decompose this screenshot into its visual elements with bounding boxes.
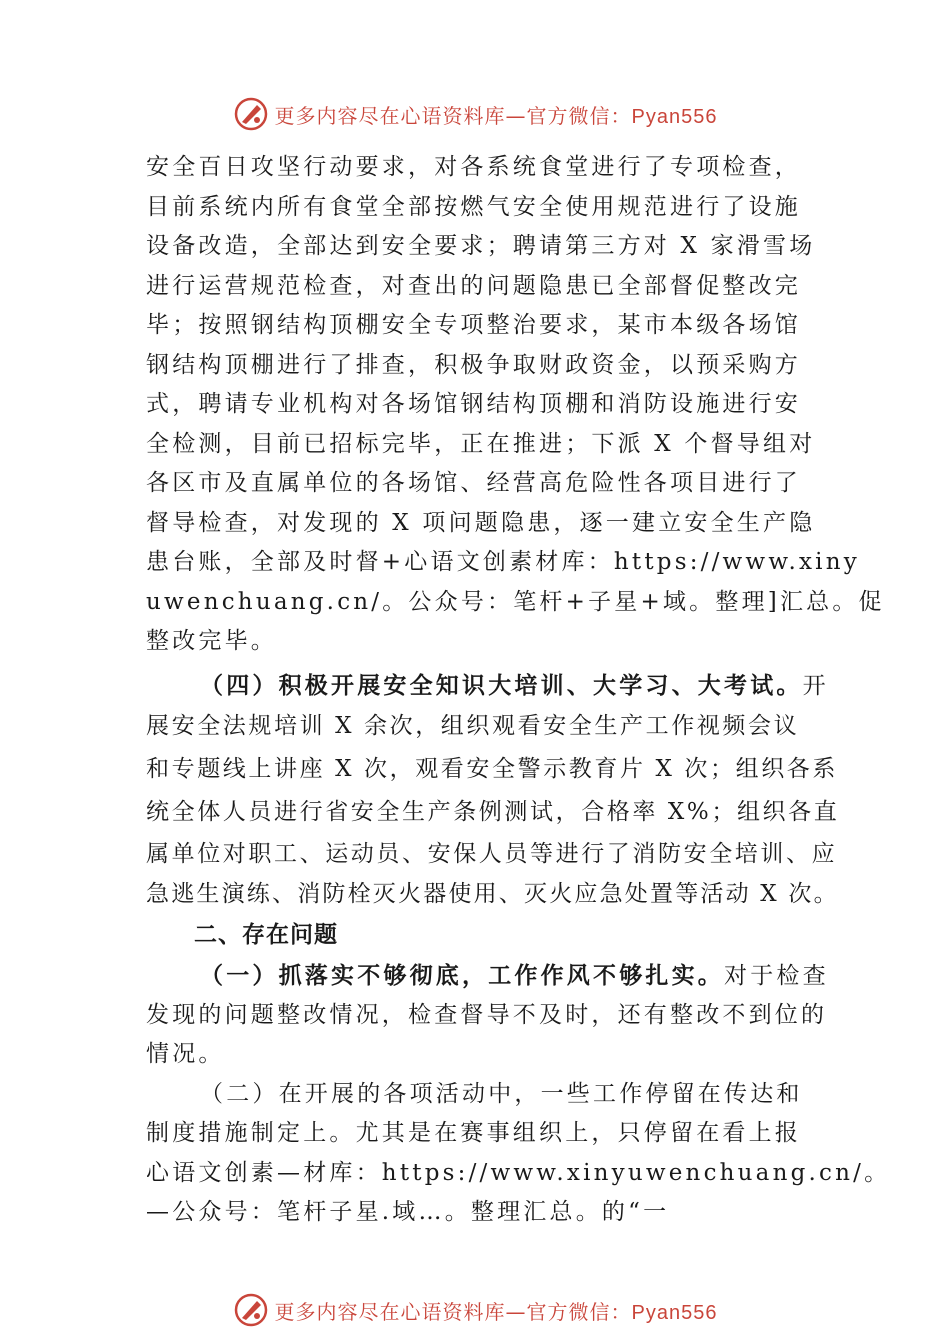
section-heading: 二、存在问题 — [194, 922, 338, 948]
paragraph-inspection — [146, 148, 885, 662]
text-line: 展安全法规培训 X 余次，组织观看安全生产工作视频会议 — [146, 713, 800, 739]
text-line: 设备改造，全部达到安全要求；聘请第三方对 X 家滑雪场 — [146, 233, 816, 259]
footer-watermark — [0, 1290, 950, 1330]
text-line: 各区市及直属单位的各场馆、经营高危险性各项目进行了 — [146, 470, 801, 496]
watermark-text — [275, 1296, 718, 1325]
text-line — [146, 666, 829, 706]
watermark-text — [275, 100, 718, 129]
text-line: 目前系统内所有食堂全部按燃气安全使用规范进行了设施 — [146, 193, 801, 220]
text-line: 钢结构顶棚进行了排查，积极争取财政资金，以预采购方 — [146, 351, 801, 378]
watermark-brand: 更多内容尽在心语资料库 — [274, 103, 506, 128]
pen-logo-icon — [233, 1292, 269, 1328]
text-line: 督导检查，对发现的 X 项问题隐患，逐一建立安全生产隐 — [146, 509, 816, 536]
watermark-dash: — — [505, 103, 527, 128]
watermark-brand: 更多内容尽在心语资料库 — [274, 1299, 506, 1324]
text-line: 毕；按照钢结构顶棚安全专项整治要求，某市本级各场馆 — [146, 312, 801, 338]
section-heading-issues — [146, 914, 814, 956]
document-body — [146, 148, 891, 1233]
watermark-official: 官方微信： — [526, 103, 632, 128]
text-line: 情况。 — [146, 1041, 225, 1067]
text-line: 和专题线上讲座 X 次，观看安全警示教育片 X 次；组织各系 — [146, 756, 838, 782]
watermark-id: Pyan556 — [631, 105, 718, 128]
text-line: 发现的问题整改情况，检查督导不及时，还有整改不到位的 — [146, 1001, 828, 1028]
text-line: 全检测，目前已招标完毕，正在推进；下派 X 个督导组对 — [146, 430, 816, 457]
text-line: 心语文创素—材库：https://www.xinyuwenchuang.cn/。 — [146, 1159, 891, 1186]
watermark-official: 官方微信： — [526, 1299, 632, 1324]
text-run: 开 — [802, 672, 829, 699]
text-line — [146, 956, 829, 996]
text-line: uwenchuang.cn/。公众号：笔杆+子星+域。整理]汇总。促 — [146, 588, 885, 615]
watermark-dash: — — [505, 1299, 527, 1324]
text-line: 整改完毕。 — [146, 628, 277, 654]
paragraph-title: （一）抓落实不够彻底，工作作风不够扎实。 — [200, 962, 724, 989]
watermark-id: Pyan556 — [631, 1301, 718, 1324]
text-line: 急逃生演练、消防栓灭火器使用、灭火应急处置等活动 X 次。 — [146, 881, 839, 907]
pen-logo-icon — [233, 96, 269, 132]
text-line: （二）在开展的各项活动中，一些工作停留在传达和 — [200, 1080, 803, 1107]
paragraph-issue-two — [146, 1075, 891, 1233]
text-line: 式，聘请专业机构对各场馆钢结构顶棚和消防设施进行安 — [146, 391, 801, 417]
text-line: 制度措施制定上。尤其是在赛事组织上，只停留在看上报 — [146, 1120, 801, 1146]
text-line: 属单位对职工、运动员、安保人员等进行了消防安全培训、应 — [146, 841, 838, 867]
text-line: 患台账，全部及时督+心语文创素材库：https://www.xiny — [146, 549, 860, 575]
text-line: —公众号：笔杆子星.域…。整理汇总。的“一 — [146, 1199, 670, 1225]
text-line: 进行运营规范检查，对查出的问题隐患已全部督促整改完 — [146, 272, 801, 299]
text-run: 对于检查 — [724, 963, 829, 989]
paragraph-training — [146, 666, 840, 915]
header-watermark — [0, 94, 950, 134]
text-line: 统全体人员进行省安全生产条例测试，合格率 X%；组织各直 — [146, 799, 840, 825]
text-line: 安全百日攻坚行动要求，对各系统食堂进行了专项检查， — [146, 154, 801, 180]
paragraph-issue-one — [146, 956, 829, 1075]
paragraph-title: （四）积极开展安全知识大培训、大学习、大考试。 — [200, 671, 803, 699]
